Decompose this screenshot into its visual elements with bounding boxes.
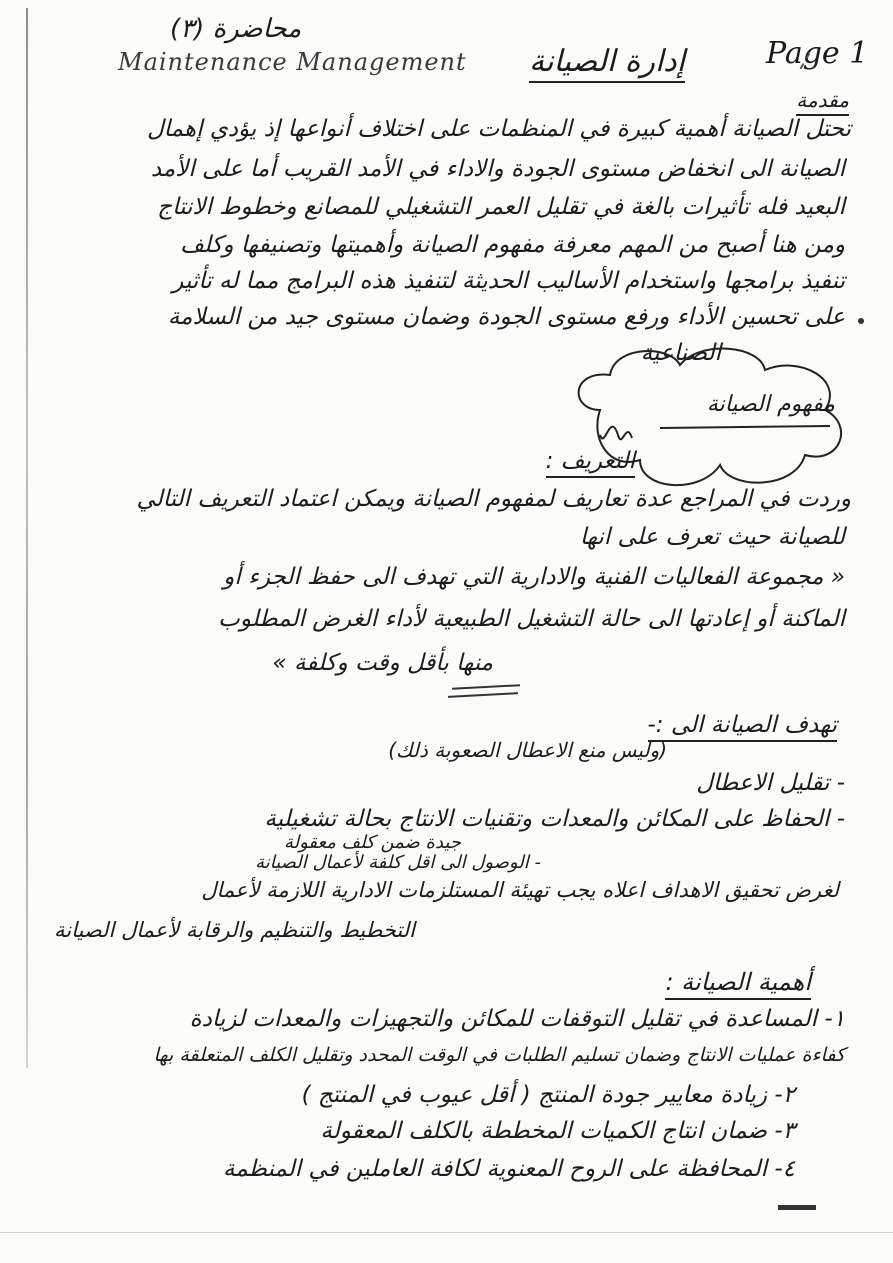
margin-dot bbox=[858, 318, 864, 324]
double-underline-mark bbox=[448, 692, 518, 698]
intro-line: الصيانة الى انخفاض مستوى الجودة والاداء في الأمد القريب أما على الأمد bbox=[150, 156, 845, 182]
arabic-title: إدارة الصيانة bbox=[529, 44, 685, 83]
intro-line: الصناعية bbox=[640, 340, 721, 366]
definition-line: للصيانة حيث تعرف على انها bbox=[579, 524, 845, 550]
english-title: Maintenance Management bbox=[118, 48, 467, 76]
goals-heading: تهدف الصيانة الى :- bbox=[648, 712, 838, 742]
importance-item: ٣- ضمان انتاج الكميات المخططة بالكلف المعقولة bbox=[320, 1118, 795, 1144]
goal-item: - الحفاظ على المكائن والمعدات وتقنيات الانتاج بحالة تشغيلية bbox=[264, 806, 845, 832]
intro-line: البعيد فله تأثيرات بالغة في تقليل العمر التشغيلي للمصانع وخطوط الانتاج bbox=[157, 194, 845, 220]
cloud-underline bbox=[660, 426, 830, 428]
concept-cloud-label: مفهوم الصيانة bbox=[706, 392, 835, 417]
goals-parenthetical: (وليس منع الاعطال الصعوبة ذلك) bbox=[388, 738, 667, 762]
lecture-number: محاضرة (٣) bbox=[170, 14, 302, 44]
importance-item: ١- المساعدة في تقليل التوقفات للمكائن والتجهيزات والمعدات لزيادة bbox=[189, 1006, 845, 1032]
intro-heading: مقدمة bbox=[796, 88, 849, 116]
page-binding-edge bbox=[26, 8, 28, 1068]
importance-item: ٢- زيادة معايير جودة المنتج ( أقل عيوب في المنتج ) bbox=[301, 1082, 795, 1108]
goals-note-line: لغرض تحقيق الاهداف اعلاه يجب تهيئة المستلزمات الادارية اللازمة لأعمال bbox=[201, 878, 839, 902]
importance-item: ٤- المحافظة على الروح المعنوية لكافة العاملين في المنظمة bbox=[222, 1156, 795, 1182]
definition-quote-line: الماكنة أو إعادتها الى حالة التشغيل الطبيعية لأداء الغرض المطلوب bbox=[218, 606, 845, 632]
cloud-scribble bbox=[600, 427, 632, 440]
goal-item: - تقليل الاعطال bbox=[696, 770, 845, 796]
goal-item: - الوصول الى اقل كلفة لأعمال الصيانة bbox=[255, 852, 541, 873]
definition-quote-line: منها بأقل وقت وكلفة » bbox=[272, 650, 493, 676]
intro-line: على تحسين الأداء ورفع مستوى الجودة وضمان مستوى جيد من السلامة bbox=[167, 304, 845, 330]
page-label: Page 1 bbox=[766, 36, 869, 71]
goals-note-line: التخطيط والتنظيم والرقابة لأعمال الصيانة bbox=[54, 918, 415, 942]
importance-item: كفاءة عمليات الانتاج وضمان تسليم الطلبات في الوقت المحدد وتقليل الكلف المتعلقة بها bbox=[153, 1044, 845, 1066]
importance-heading: أهمية الصيانة : bbox=[665, 968, 811, 1000]
page-bottom-edge bbox=[0, 1232, 893, 1233]
bottom-dash-mark bbox=[778, 1205, 816, 1210]
definition-heading: التعريف : bbox=[546, 448, 635, 478]
intro-line: تنفيذ برامجها واستخدام الأساليب الحديثة لتنفيذ هذه البرامج مما له تأثير bbox=[172, 268, 845, 294]
intro-line: تحتل الصيانة أهمية كبيرة في المنظمات على اختلاف أنواعها إذ يؤدي إهمال bbox=[146, 116, 851, 142]
double-underline-mark bbox=[452, 684, 520, 690]
intro-line: ومن هنا أصبح من المهم معرفة مفهوم الصيانة وأهميتها وتصنيفها وكلف bbox=[180, 232, 845, 258]
goal-item: جيدة ضمن كلف معقولة bbox=[283, 832, 461, 853]
definition-line: وردت في المراجع عدة تعاريف لمفهوم الصيانة ويمكن اعتماد التعريف التالي bbox=[136, 486, 851, 512]
definition-quote-line: « مجموعة الفعاليات الفنية والادارية التي تهدف الى حفظ الجزء أو bbox=[223, 564, 845, 590]
